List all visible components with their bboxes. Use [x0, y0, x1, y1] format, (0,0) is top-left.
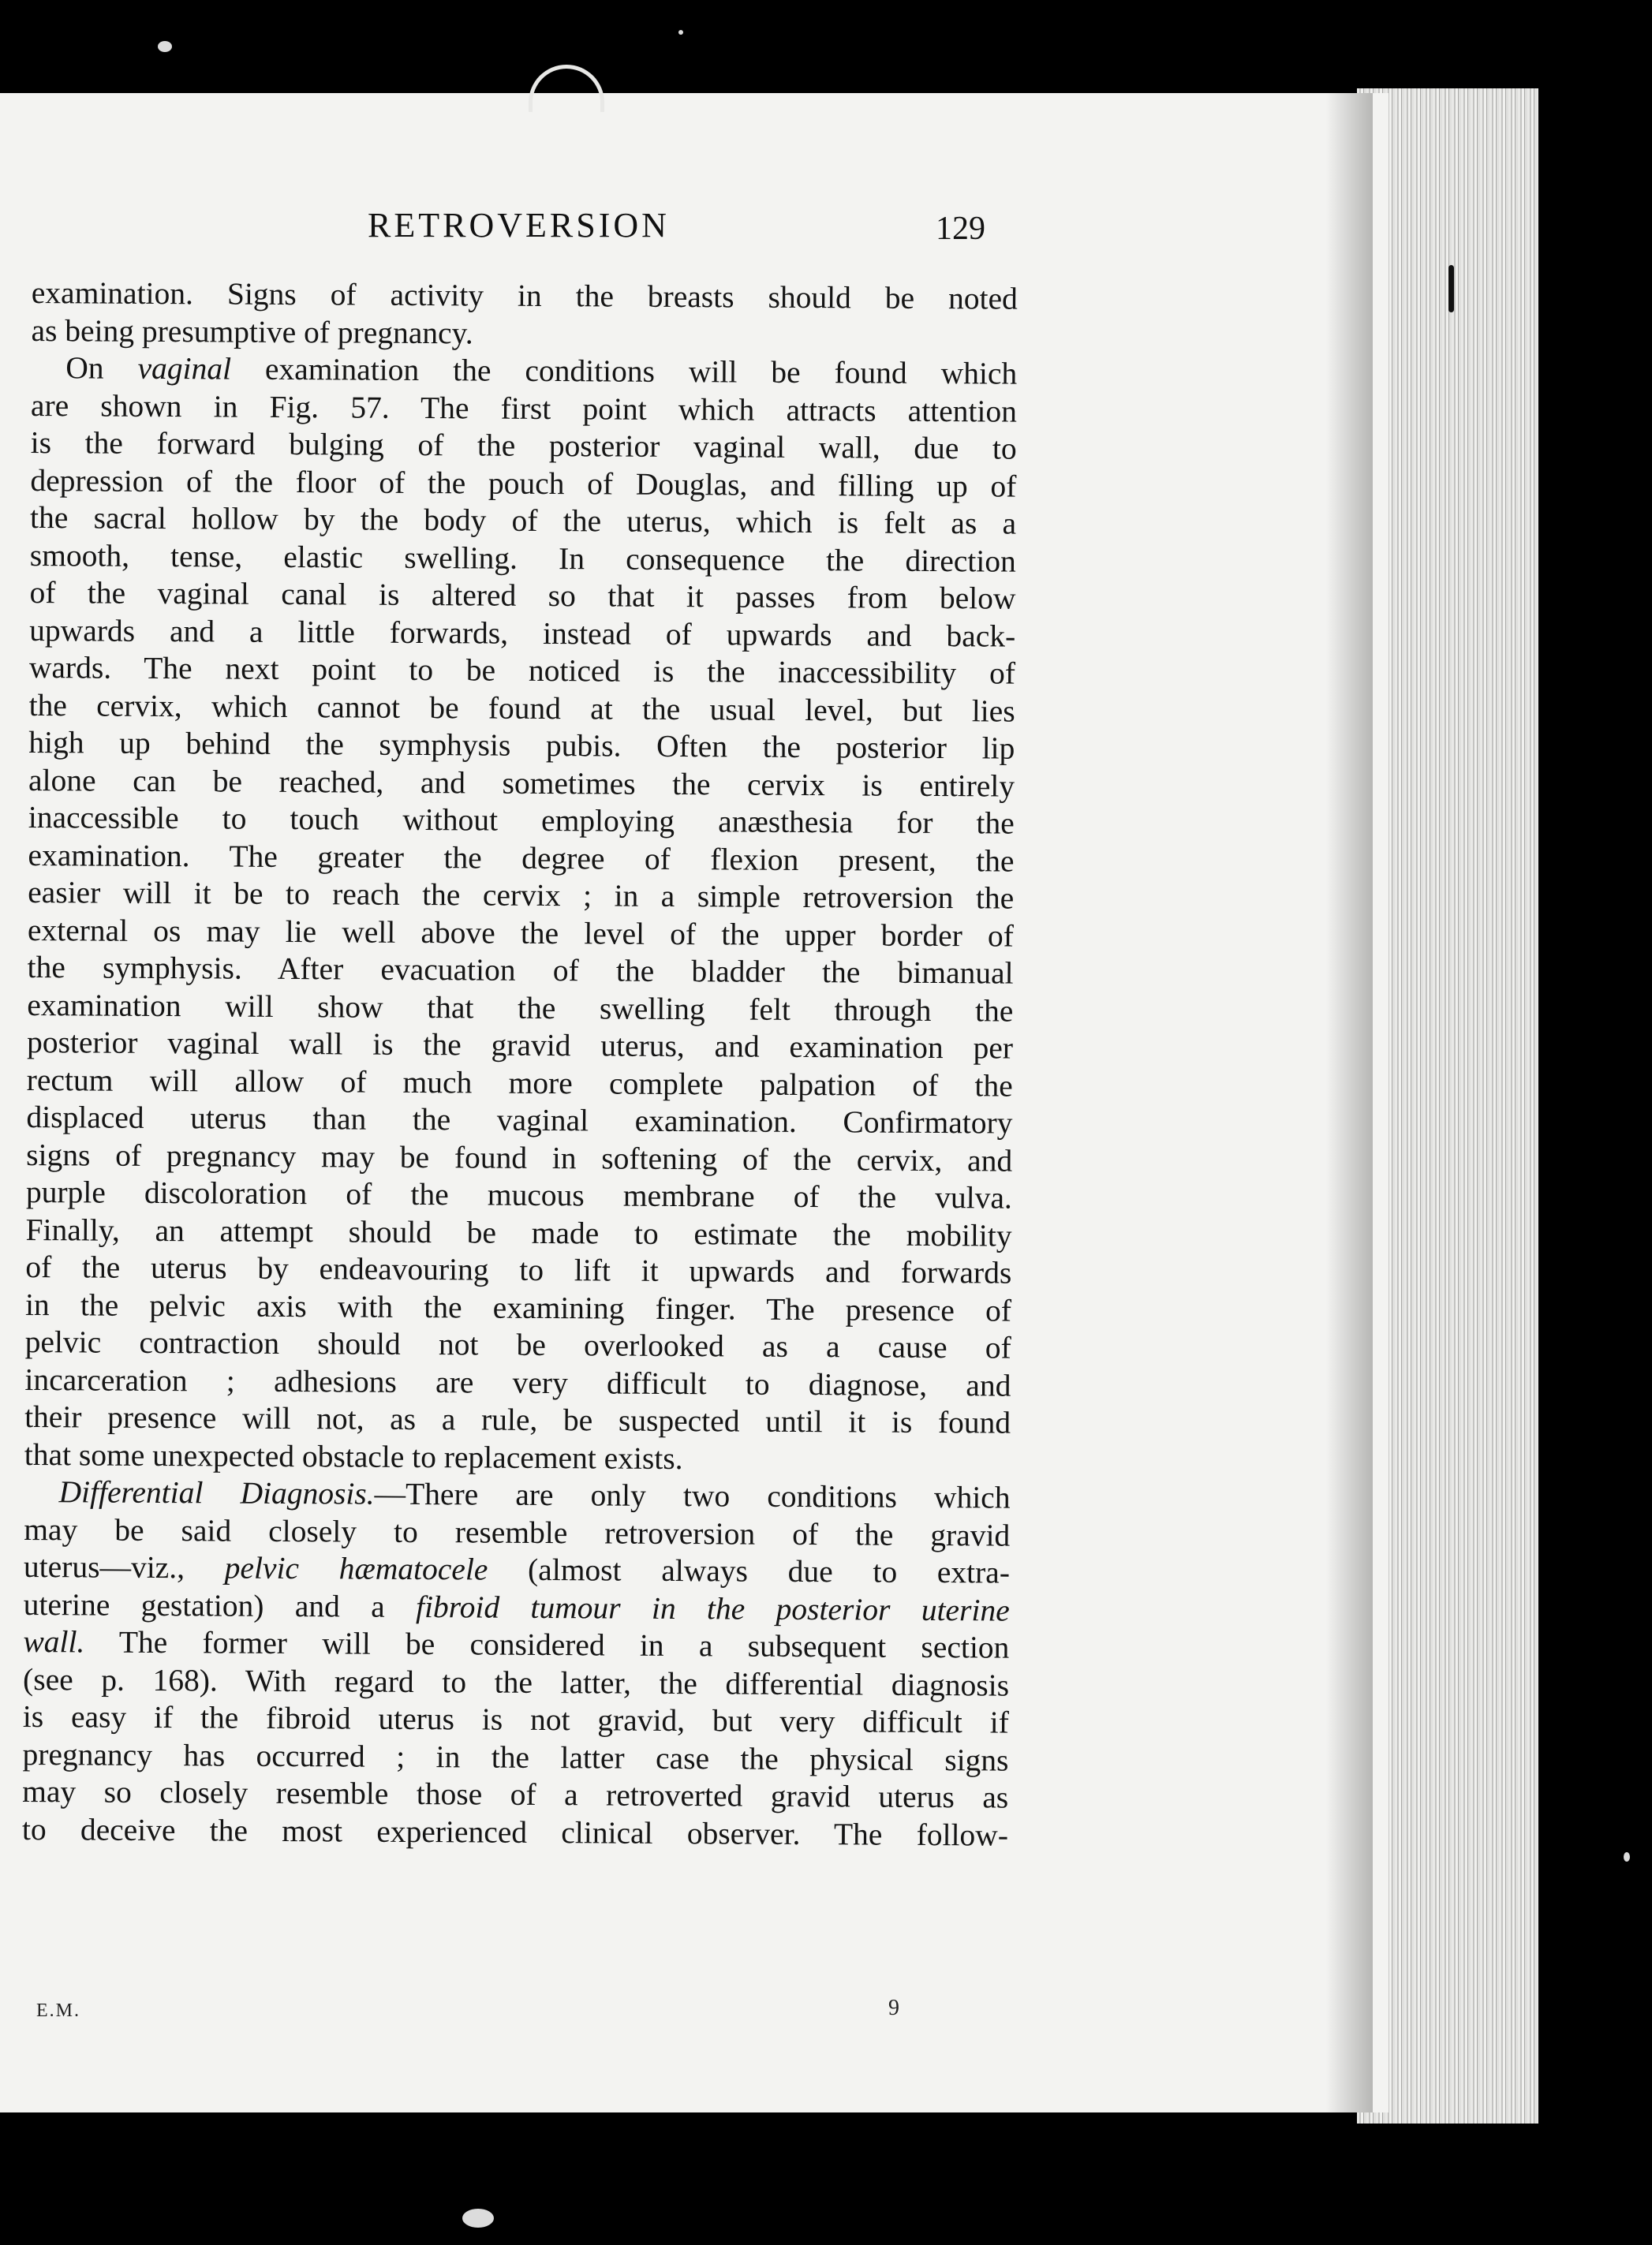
text-line: smooth, tense, elastic swelling. In consequence the direction: [29, 537, 1016, 579]
margin-mark: [1448, 265, 1454, 312]
running-head: RETROVERSION: [368, 206, 670, 245]
scan-speck: [678, 30, 683, 35]
text-line: may be said closely to resemble retroversion of the gravid: [24, 1511, 1011, 1553]
scan-speck: [158, 41, 172, 52]
text-line: depression of the floor of the pouch of Douglas, and filling up of: [30, 462, 1017, 504]
text-line: examination. Signs of activity in the breasts should be noted: [31, 275, 1018, 316]
text-line: the symphysis. After evacuation of the bladder the bimanual: [27, 949, 1014, 991]
text-line: may so closely resemble those of a retroverted gravid uterus as: [22, 1773, 1009, 1815]
text-line: examination will show that the swelling felt through the: [27, 987, 1014, 1029]
text-line: of the vaginal canal is altered so that it passes from below: [29, 574, 1016, 616]
text-line: incarceration ; adhesions are very difficult to diagnose, and: [24, 1362, 1011, 1403]
text-line: their presence will not, as a rule, be suspected until it is found: [24, 1399, 1011, 1440]
text-line: as being presumptive of pregnancy.: [31, 312, 473, 350]
text-line: signs of pregnancy may be found in softening of the cervix, and: [26, 1137, 1013, 1179]
text-line: displaced uterus than the vaginal examination. Confirmatory: [26, 1099, 1013, 1141]
text-line: of the uterus by endeavouring to lift it upwards and forwards: [25, 1249, 1012, 1291]
italic-term: vaginal: [137, 350, 232, 387]
text-line: pelvic contraction should not be overlooked as a cause of: [24, 1324, 1011, 1365]
signature-mark: E.M.: [36, 2000, 80, 2021]
italic-term: pelvic hæmatocele: [224, 1550, 488, 1587]
text-line: wards. The next point to be noticed is the inaccessibility of: [28, 649, 1016, 691]
text-line: inaccessible to touch without employing anæsthesia for the: [28, 799, 1015, 841]
text-line: On vaginal examination the conditions will be found which: [65, 350, 1018, 391]
text-line: uterus—viz., pelvic hæmatocele (almost always due to extra-: [23, 1548, 1011, 1590]
text-line: purple discoloration of the mucous membrane of the vulva.: [25, 1174, 1013, 1216]
italic-term: wall.: [23, 1623, 85, 1660]
text-line: is easy if the fibroid uterus is not gravid, but very difficult if: [22, 1698, 1009, 1740]
page-number: 129: [936, 211, 985, 247]
text-line: wall. The former will be considered in a subsequent section: [23, 1623, 1010, 1665]
text-line: high up behind the symphysis pubis. Often the posterior lip: [28, 724, 1015, 766]
page-header: [0, 205, 1026, 256]
text-line: alone can be reached, and sometimes the cervix is entirely: [28, 762, 1015, 804]
text-line: are shown in Fig. 57. The first point which attracts attention: [30, 387, 1018, 429]
text-line: Finally, an attempt should be made to estimate the mobility: [25, 1212, 1012, 1253]
text-line: Differential Diagnosis.—There are only two conditions which: [58, 1474, 1011, 1515]
text-line: posterior vaginal wall is the gravid uterus, and examination per: [26, 1024, 1014, 1066]
text-line: external os may lie well above the level of the upper border of: [27, 912, 1015, 954]
page-footer: [32, 1996, 939, 2032]
text-line: uterine gestation) and a fibroid tumour in the posterior uterine: [23, 1586, 1010, 1628]
scan-speck: [1624, 1852, 1630, 1862]
text-line: is the forward bulging of the posterior vaginal wall, due to: [30, 424, 1017, 466]
text-line: the sacral hollow by the body of the uterus, which is felt as a: [29, 499, 1017, 541]
text-line: (see p. 168). With regard to the latter, the differential diagnosis: [22, 1661, 1010, 1703]
text-line: upwards and a little forwards, instead of upwards and back-: [29, 612, 1016, 654]
text-line: in the pelvic axis with the examining finger. The presence of: [24, 1287, 1012, 1328]
spine-top-curve: [529, 65, 604, 112]
body-text: [22, 275, 1018, 1855]
text-line: rectum will allow of much more complete palpation of the: [26, 1062, 1013, 1104]
text-line: to deceive the most experienced clinical observer. The follow-: [21, 1811, 1009, 1853]
signature-number: 9: [888, 1996, 899, 2020]
text-line: examination. The greater the degree of flexion present, the: [28, 837, 1015, 879]
italic-heading: Differential Diagnosis.: [58, 1474, 375, 1511]
page-gutter-shadow: [1325, 93, 1373, 2112]
text-line: that some unexpected obstacle to replacement exists.: [24, 1436, 683, 1476]
background-right: [1538, 118, 1652, 2106]
text-line: the cervix, which cannot be found at the usual level, but lies: [28, 687, 1015, 729]
text-line: easier will it be to reach the cervix ; in a simple retroversion the: [28, 874, 1015, 916]
scan-speck: [462, 2209, 494, 2228]
italic-term: fibroid tumour in the posterior uterine: [415, 1589, 1010, 1628]
text-line: pregnancy has occurred ; in the latter case the physical signs: [22, 1736, 1009, 1778]
